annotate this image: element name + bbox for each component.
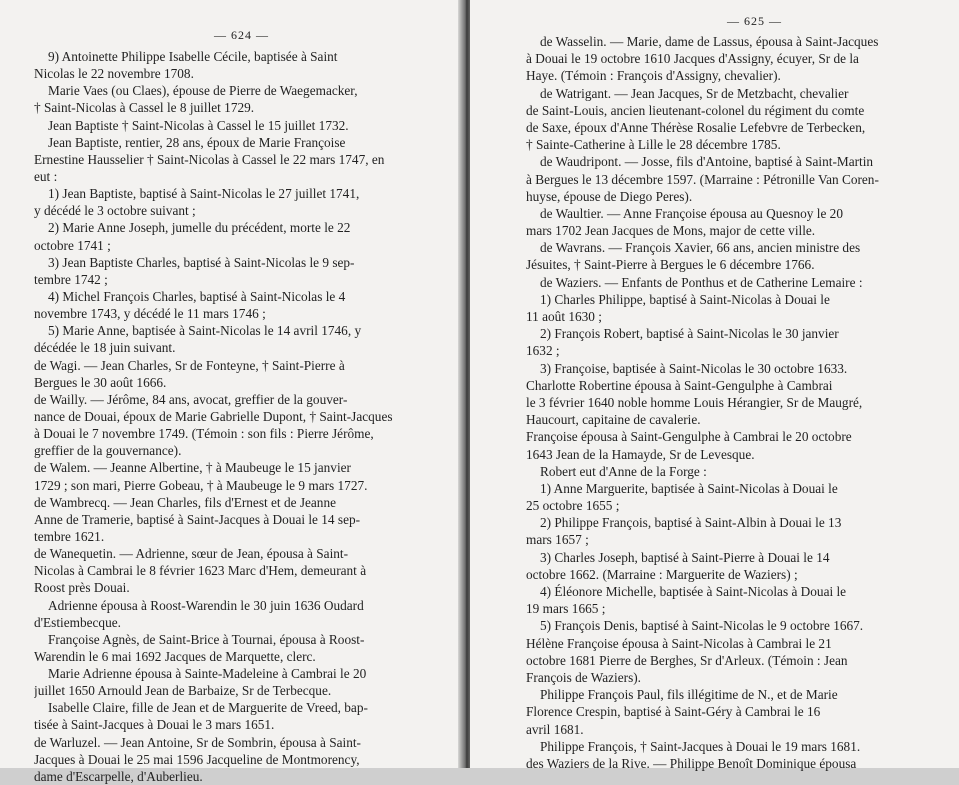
text-line: de Wasselin. — Marie, dame de Lassus, épousa à Saint-Jacques (540, 34, 879, 49)
text-line: 19 mars 1665 ; (526, 601, 606, 617)
text-line: eut : (34, 168, 58, 184)
text-line: octobre 1662. (Marraine : Marguerite de Waziers) ; (526, 566, 798, 582)
text-line: de Warluzel. — Jean Antoine, Sr de Sombrin, épousa à Saint- (34, 734, 361, 750)
text-line: Isabelle Claire, fille de Jean et de Marguerite de Vreed, bap- (48, 700, 368, 716)
text-line: 1) Anne Marguerite, baptisée à Saint-Nicolas à Douai le (540, 480, 838, 496)
text-line: 1632 ; (526, 343, 560, 359)
text-line: Ernestine Hausselier † Saint-Nicolas à Cassel le 22 mars 1747, en (34, 151, 385, 167)
text-line: de Wambrecq. — Jean Charles, fils d'Ernest et de Jeanne (34, 494, 337, 510)
text-line: 2) Philippe François, baptisé à Saint-Albin à Douai le 13 (540, 515, 842, 531)
page-number-right: — 625 — (727, 14, 782, 28)
text-line: 1643 Jean de la Hamayde, Sr de Levesque. (526, 446, 755, 462)
text-line: d'Estiembecque. (34, 614, 121, 630)
text-line: dame d'Escarpelle, d'Auberlieu. (34, 768, 203, 784)
text-line: Jacques à Douai le 25 mai 1596 Jacqueline de Montmorency, (34, 751, 360, 767)
text-line: Françoise épousa à Saint-Gengulphe à Cambrai le 20 octobre (526, 429, 852, 445)
text-line: de Saxe, époux d'Anne Thérèse Rosalie Lefebvre de Terbecken, (526, 119, 866, 135)
text-line: des Waziers de la Rive. — Philippe Benoît Dominique épousa (526, 755, 857, 771)
text-line: 4) Michel François Charles, baptisé à Saint-Nicolas le 4 (48, 288, 346, 304)
text-line: y décédé le 3 octobre suivant ; (34, 203, 196, 219)
text-line: à Douai le 7 novembre 1749. (Témoin : son fils : Pierre Jérôme, (34, 426, 374, 442)
text-line: tembre 1621. (34, 528, 105, 544)
page-number-left: — 624 — (214, 28, 269, 42)
text-line: huyse, épouse de Diego Peres). (526, 188, 693, 204)
text-line: le 3 février 1640 noble homme Louis Hérangier, Sr de Maugré, (526, 394, 863, 410)
text-line: à Bergues le 13 décembre 1597. (Marraine : Pétronille Van Coren- (526, 171, 879, 187)
text-line: 3) Charles Joseph, baptisé à Saint-Pierre à Douai le 14 (540, 549, 830, 565)
text-line: Adrienne épousa à Roost-Warendin le 30 juin 1636 Oudard (48, 597, 364, 613)
text-line: 5) François Denis, baptisé à Saint-Nicolas le 9 octobre 1667. (540, 618, 864, 634)
left-page (0, 0, 463, 784)
text-line: Roost près Douai. (34, 580, 130, 596)
text-line: greffier de la gouvernance). (34, 443, 182, 459)
text-line: mars 1702 Jean Jacques de Mons, major de cette ville. (526, 223, 816, 239)
text-line: novembre 1743, y décédé le 11 mars 1746 ; (34, 306, 266, 322)
text-line: 1) Jean Baptiste, baptisé à Saint-Nicolas le 27 juillet 1741, (48, 186, 360, 202)
text-line: Jean Baptiste, rentier, 28 ans, époux de Marie Françoise (48, 134, 346, 150)
text-line: Philippe François, † Saint-Jacques à Douai le 19 mars 1681. (540, 738, 861, 754)
text-line: Anne de Tramerie, baptisé à Saint-Jacques à Douai le 14 sep- (34, 511, 361, 527)
text-line: de Waultier. — Anne Françoise épousa au Quesnoy le 20 (540, 205, 843, 221)
text-line: tisée à Saint-Jacques à Douai le 3 mars 1651. (34, 717, 275, 733)
text-line: Charlotte Robertine épousa à Saint-Gengulphe à Cambrai (526, 377, 833, 393)
text-line: nance de Douai, époux de Marie Gabrielle Dupont, † Saint-Jacques (34, 408, 393, 424)
text-line: 5) Marie Anne, baptisée à Saint-Nicolas le 14 avril 1746, y (48, 323, 362, 339)
text-line: de Wanequetin. — Adrienne, sœur de Jean, épousa à Saint- (34, 546, 349, 562)
text-line: 3) Françoise, baptisée à Saint-Nicolas le 30 octobre 1633. (540, 360, 848, 376)
text-line: Nicolas le 22 novembre 1708. (34, 66, 194, 82)
text-line: 11 août 1630 ; (526, 309, 602, 324)
right-page-text (526, 33, 943, 772)
left-page-text (34, 48, 449, 785)
text-line: octobre 1741 ; (34, 237, 111, 253)
text-line: de Saint-Louis, ancien lieutenant-colonel du régiment du comte (526, 102, 865, 118)
text-line: Florence Crespin, baptisé à Saint-Géry à Cambrai le 16 (526, 704, 821, 720)
text-line: octobre 1681 Pierre de Berghes, Sr d'Arleux. (Témoin : Jean (526, 652, 848, 668)
text-line: Jean Baptiste † Saint-Nicolas à Cassel le 15 juillet 1732. (48, 117, 349, 133)
text-line: 2) François Robert, baptisé à Saint-Nicolas le 30 janvier (540, 326, 839, 342)
text-line: décédée le 18 juin suivant. (34, 340, 176, 356)
text-line: Marie Adrienne épousa à Sainte-Madeleine à Cambrai le 20 (48, 666, 367, 682)
text-line: † Saint-Nicolas à Cassel le 8 juillet 1729. (34, 100, 255, 116)
text-line: juillet 1650 Arnould Jean de Barbaize, Sr de Terbecque. (34, 683, 332, 699)
text-line: † Sainte-Catherine à Lille le 28 décembre 1785. (526, 137, 781, 153)
text-line: Hélène Françoise épousa à Saint-Nicolas à Cambrai le 21 (526, 635, 832, 651)
text-line: Marie Vaes (ou Claes), épouse de Pierre de Waegemacker, (48, 83, 358, 99)
text-line: de Wagi. — Jean Charles, Sr de Fonteyne, † Saint-Pierre à (34, 357, 345, 373)
text-line: tembre 1742 ; (34, 271, 108, 287)
text-line: François de Waziers). (526, 669, 641, 685)
text-line: de Walem. — Jeanne Albertine, † à Maubeuge le 15 janvier (34, 460, 351, 476)
text-line: Philippe François Paul, fils illégitime de N., et de Marie (540, 687, 838, 703)
text-line: 2) Marie Anne Joseph, jumelle du précédent, morte le 22 (48, 220, 351, 236)
text-line: de Watrigant. — Jean Jacques, Sr de Metzbacht, chevalier (540, 85, 849, 101)
text-line: de Wavrans. — François Xavier, 66 ans, ancien ministre des (540, 240, 861, 256)
text-line: Françoise Agnès, de Saint-Brice à Tournai, épousa à Roost- (48, 631, 365, 647)
text-line: 3) Jean Baptiste Charles, baptisé à Saint-Nicolas le 9 sep- (48, 254, 355, 270)
text-line: avril 1681. (526, 721, 584, 737)
text-line: Haucourt, capitaine de cavalerie. (526, 412, 701, 428)
text-line: Nicolas à Cambrai le 8 février 1623 Marc d'Hem, demeurant à (34, 563, 367, 579)
text-line: Warendin le 6 mai 1692 Jacques de Marquette, clerc. (34, 648, 316, 664)
text-line: 4) Éléonore Michelle, baptisée à Saint-Nicolas à Douai le (540, 584, 847, 599)
text-line: 25 octobre 1655 ; (526, 498, 620, 514)
text-line: 1729 ; son mari, Pierre Gobeau, † à Maubeuge le 9 mars 1727. (34, 477, 368, 493)
text-line: Jésuites, † Saint-Pierre à Bergues le 6 décembre 1766. (526, 257, 815, 273)
text-line: Haye. (Témoin : François d'Assigny, chevalier). (526, 68, 781, 84)
right-page (470, 0, 959, 771)
text-line: mars 1657 ; (526, 532, 589, 548)
text-line: Robert eut d'Anne de la Forge : (540, 463, 707, 479)
text-line: de Waudripont. — Josse, fils d'Antoine, baptisé à Saint-Martin (540, 154, 874, 170)
text-line: de Wailly. — Jérôme, 84 ans, avocat, greffier de la gouver- (34, 391, 348, 407)
text-line: de Waziers. — Enfants de Ponthus et de Catherine Lemaire : (540, 274, 863, 290)
text-line: 9) Antoinette Philippe Isabelle Cécile, baptisée à Saint (48, 49, 338, 64)
text-line: Bergues le 30 août 1666. (34, 374, 167, 390)
text-line: à Douai le 19 octobre 1610 Jacques d'Assigny, écuyer, Sr de la (526, 51, 859, 67)
text-line: 1) Charles Philippe, baptisé à Saint-Nicolas à Douai le (540, 291, 830, 307)
